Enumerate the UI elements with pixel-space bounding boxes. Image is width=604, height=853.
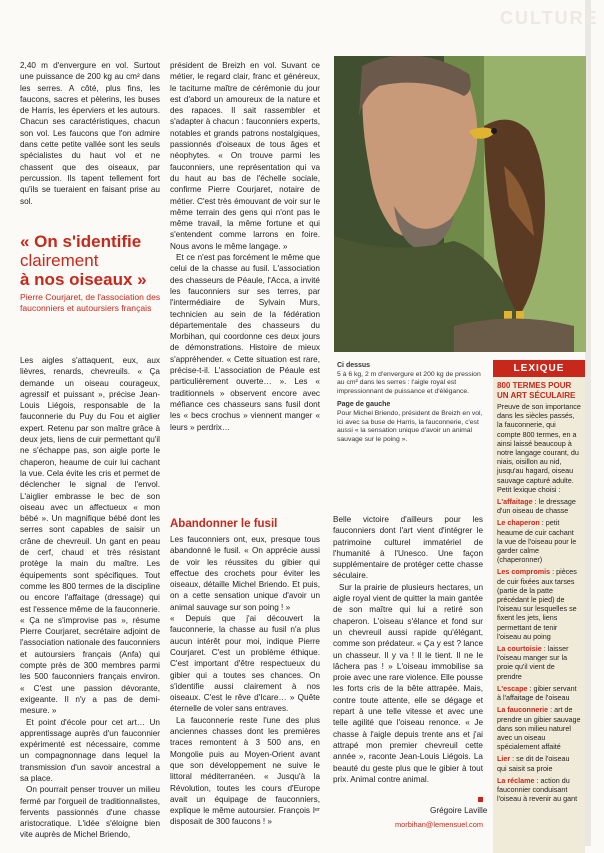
article-end-mark (478, 797, 483, 802)
lexique-term: La fauconnerie (497, 705, 549, 715)
column-2-bottom (170, 514, 320, 828)
paragraph: Et ce n'est pas forcément le même que celui de la chasse au fusil. L'association des chasseurs de Péaule, l'Acca, a invité les fauconniers sur ses terres, par l'intermédiaire de Sylvain Murs, technicien au sein de la fédération départementale des chasseurs du Morbihan, qui coordonne ces deux jours de démonstrations. Histoire de mieux s'appréhender. « Cette situation est rare, précise-t-il. L'association de Péaule est particulièrement ouverte… ». Les « traditionnels » observent encore avec méfiance ces chasseurs sans fusil dont les « becs crochus » viennent manger « leurs » perdrix… (170, 253, 320, 432)
lexique-definition: : pièces de cuir fixées aux tarses (partie de la patte précédant le pied) de l'oiseau sur lesquelles se fixent les jets, liens permettant de tenir l'oiseau au poing (497, 567, 577, 641)
section-subhead: Abandonner le fusil (170, 518, 278, 530)
lexique-body (493, 377, 585, 853)
photo-illustration (334, 56, 586, 352)
lexique-term: La réclame (497, 775, 535, 785)
paragraph: On pourrait penser trouver un milieu fermé par l'orgueil de traditionnalistes, fervents passionnés d'une chasse aristocratique. L'idée s'éloigne bien vite auprès de Michel Briendo, (20, 785, 160, 840)
lexique-entry (497, 754, 581, 772)
lexique-definition: : laisser l'oiseau manger sur la proie qu'il vient de prendre (497, 644, 569, 681)
column-2-top (170, 60, 320, 433)
paragraph: La fauconnerie reste l'une des plus anciennes chasses dont les premières traces remontent à 3 500 ans, en Mongolie puis au Moyen-Orient avant que son développement ne suive le littoral méditerranéen. « Jusqu'à la Révolution, toutes les cours d'Europe avait un équipage de fauconniers, explique le même autoursier. François Iᵉʳ disposait de 300 faucons ! » (170, 715, 320, 827)
lexique-term: Lier (497, 754, 511, 764)
lexique-definition: : art de prendre un gibier sauvage dans son milieu naturel avec un oiseau spécialement affaité (497, 705, 581, 752)
column-3 (333, 514, 483, 785)
pull-quote-line: à nos oiseaux » (20, 270, 147, 289)
paragraph: Les fauconniers ont, eux, presque tous abandonné le fusil. « On apprécie aussi de voir les réussites du gibier qui effectue des crochets pour éviter les oiseaux, détaille Michel Briendo. Et puis, on a cette sensation unique d'avoir un animal sauvage sur son poing ! » (170, 535, 320, 612)
lexique-entry (497, 497, 581, 515)
lexique-term: L'escape (497, 683, 528, 693)
lexique-entry (497, 776, 581, 804)
lexique-term: L'affaitage (497, 497, 533, 507)
paragraph: président de Breizh en vol. Suvant ce métier, le regard clair, franc et généreux, le taciturne maître de cérémonie du jour est d'abord un amoureux de la nature et des rapaces. Il sait rassembler et s'adapter à chacun : fauconniers experts, notables et grands patrons nostalgiques, passionnés d'oiseaux de tous âges et néophytes. « On trouve parmi les fauconniers, une représentation qui va du haut au bas de l'échelle sociale, confirme Pierre Courjaret, notaire de métier. C'est très émouvant de voir sur le même terrain des gens qui n'ont pas le même travail, la même fortune et qui s'entendent comme larrons en foire. Nous avons le même langage. » (170, 61, 320, 251)
lexique-entry (497, 518, 581, 564)
pull-quote (20, 232, 170, 314)
paragraph: « Depuis que j'ai découvert la fauconnerie, la chasse au fusil n'a plus aucun intérêt pour moi, indique Pierre Courjaret. C'est un problème éthique. C'est important d'être respectueux du gibier qui a toutes ses chances. On s'identifie aussi clairement à nos oiseaux. C'est le rêve d'Icare… » Quête éternelle de voler sans entraves. (170, 614, 320, 714)
lexique-sidebar (493, 360, 585, 853)
lexique-definition: : le dressage d'un oiseau de chasse (497, 497, 576, 516)
pull-quote-line: clairement (20, 251, 99, 270)
lexique-term: La courtoisie (497, 644, 542, 654)
lexique-entry (497, 684, 581, 702)
author-signature: Grégoire Laville (430, 806, 488, 815)
caption-heading: Ci dessus (337, 362, 371, 369)
lexique-entry (497, 567, 581, 641)
column-1-top (20, 60, 160, 207)
paragraph: Les aigles s'attaquent, eux, aux lièvres, renards, chevreuils. « Ça demande un oiseau courageux, agressif et puissant », précise Jean-Louis Liégois, responsable de la fauconnerie du Puy du Fou et aiglier expert. Retenu par son maître grâce à deux jets, liens de cuir permettant qu'il ne s'échappe pas, son aigle porte le chaperon, heaume de cuir lui cachant la vue. Cela évite les cris et permet de déclencher le signal de l'envol. L'aiglier embrasse le bec de son oiseau avec un affectueux « mon bébé ». Un magnifique bébé dont les serres sont capables de saisir un crâne de chevreuil. Un gant en peau de cerf, chaud et très résistant protège la main du maître. Les équipements sont spécifiques. Tout comme les 800 termes de la discipline ou encore l'affaitage (dressage) qui est l'essence même de la fauconnerie. « Ça ne s'improvise pas », résume Pierre Courjaret, secrétaire adjoint de l'association nationale des fauconniers et autoursiers français (Anfa) qui compte près de 300 membres parmi les 500 fauconniers français environ. « C'est une passion dévorante, exigeante. Il n'y a pas de demi-mesure. » (20, 356, 160, 716)
photo-falconer-with-hawk (334, 56, 586, 352)
lexique-definition: : action du fauconnier conduisant l'oiseau à revenir au gant (497, 775, 578, 804)
lexique-header: LEXIQUE (493, 360, 585, 377)
paragraph: Et point d'école pour cet art… Un apprentissage auprès d'un fauconnier expérimenté est nécessaire, comme un compagnonnage dans lequel la transmission d'un savoir ancestral a sa place. (20, 717, 160, 783)
paragraph: 2,40 m d'envergure en vol. Surtout une puissance de 200 kg au cm² dans les serres. A côté, plus fins, les faucons, sacres et pèlerins, les buses de Harris, les éperviers et les autours. Chacun ses caractéristiques, chacun son vol. Les faucons que l'on admire dans cette petite vallée sont les seuls spécialistes du haut vol et ne chassent que des oiseaux, par percussion. Ils tapent tellement fort qu'ils se tueraient en faisant prise au sol. (20, 61, 160, 206)
section-header: CULTURE (500, 8, 599, 28)
lexique-term: Les compromis (497, 567, 551, 577)
pull-quote-line: « On s'identifie (20, 232, 142, 251)
author-email: morbihan@lemensuel.com (395, 820, 484, 829)
photo-caption (337, 362, 487, 449)
lexique-intro: Preuve de son importance dans les siècles passés, la fauconnerie, qui compte 800 termes, en a ainsi laissé beaucoup à notre langage courant, du niais, oisillon au nid, jusqu'au hagard, oiseau sauvage capturé adulte. Petit lexique choisi : (497, 402, 581, 494)
lexique-definition: : petit heaume de cuir cachant la vue de l'oiseau pour le garder calme (chaperonner) (497, 518, 577, 565)
caption-heading: Page de gauche (337, 401, 391, 409)
lexique-entry (497, 705, 581, 751)
paragraph: Belle victoire d'ailleurs pour les fauconniers dont l'art vient d'intégrer le patrimoine culturel immatériel de l'humanité à l'Unesco. Une façon supplémentaire de protéger cette chasse séculaire. (333, 515, 483, 581)
caption-text: Pour Michel Briendo, président de Breizh en vol, ici avec sa buse de Harris, la fauconnerie, c'est aussi « la sensation unique d'avoir un animal sauvage sur le poing ». (337, 409, 483, 443)
lexique-entry (497, 644, 581, 681)
caption-text: 5 à 6 kg, 2 m d'envergure et 200 kg de pression au cm² dans les serres : l'aigle royal est impressionnant de puissance et d'élégance. (337, 370, 481, 395)
column-1-bottom (20, 355, 160, 841)
lexique-definition: : gibier servant à l'affaitage de l'oiseau (497, 683, 577, 703)
lexique-title: 800 TERMES POUR UN ART SÉCULAIRE (497, 381, 576, 400)
lexique-term: Le chaperon (497, 518, 540, 528)
pull-quote-attribution: Pierre Courjaret, de l'association des fauconniers et autoursiers français (20, 292, 161, 313)
lexique-definition: : se dit de l'oiseau qui saisit sa proie (497, 754, 570, 773)
paragraph: Sur la prairie de plusieurs hectares, un aigle royal vient de quitter la main gantée de son maître qui lui a retiré son chaperon. L'oiseau s'élance et fond sur un chevreuil aussi rapide qu'élégant, comme son prédateur. « Ça y est ? lance un chasseur. Il y va ! Il le tient. Il ne le lâchera pas ! » L'oiseau immobilise sa proie avec une rare violence. Elle pousse les forts cris de la bête attrapée. Mais, contre toute attente, elle se dégage et repart à une telle vitesse et avec une telle agilité que l'oiseau renonce. « Je chasse à l'aigle depuis trente ans et j'ai attrapé mon premier chevreuil cette année », raconte Jean-Louis Liégois. La beauté du geste plus que le gibier à tout prix. Animal contre animal. (333, 582, 483, 784)
